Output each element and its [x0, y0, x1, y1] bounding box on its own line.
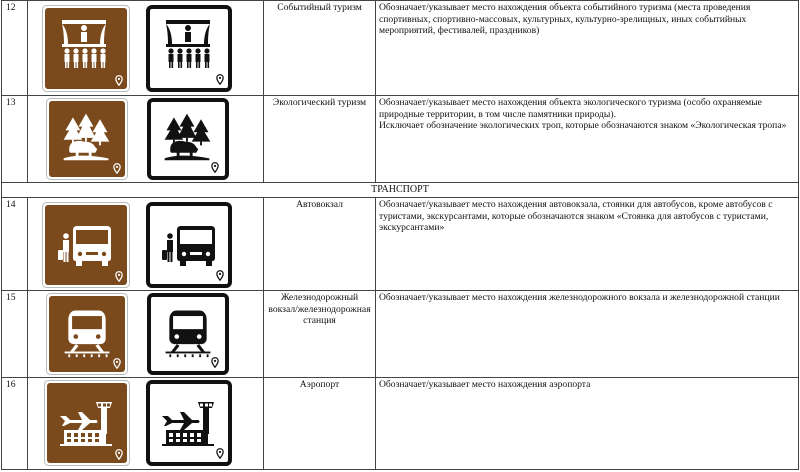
bus-station-brown-sign [42, 202, 130, 288]
sign-images [28, 291, 264, 378]
sign-description: Обозначает/указывает место нахождения железнодорожного вокзала и железнодорожной станции [376, 291, 799, 378]
row-number: 12 [2, 1, 28, 96]
sign-images [28, 378, 264, 470]
sign-name: Автовокзал [264, 198, 376, 291]
sign-images [28, 96, 264, 183]
row-number: 15 [2, 291, 28, 378]
sign-description: Обозначает/указывает место нахождения аэропорта [376, 378, 799, 470]
table-row [2, 198, 799, 291]
sign-images [28, 1, 264, 96]
table-row [2, 1, 799, 96]
airport-black-sign [146, 380, 232, 466]
railway-station-black-sign [147, 293, 229, 375]
table-row [2, 291, 799, 378]
table-row [2, 96, 799, 183]
sign-name: Экологический туризм [264, 96, 376, 183]
sign-description-extra: Исключает обозначение экологических троп, которые обозначаются знаком «Экологическая тропа» [379, 120, 787, 131]
sign-description: Обозначает/указывает место нахождения автовокзала, стоянки для автобусов, кроме автобусов с туристами, экскурсантами, которые обозначаются знаком «Стоянка для автобусов с туристами, экскурсантами» [376, 198, 799, 291]
event-tourism-black-sign [146, 5, 232, 92]
sign-description [376, 96, 799, 183]
eco-tourism-brown-sign [46, 98, 128, 180]
row-number: 13 [2, 96, 28, 183]
railway-station-brown-sign [46, 293, 128, 375]
bus-station-black-sign [146, 202, 232, 288]
sign-description: Обозначает/указывает место нахождения объекта событийного туризма (места проведения спортивных, спортивно-массовых, культурных, культурно-зрелищных, иных событийных мероприятий, фестивалей, праздников) [376, 1, 799, 96]
signs-table [1, 0, 799, 470]
row-number: 16 [2, 378, 28, 470]
sign-name: Железнодорожный вокзал/железнодорожная станция [264, 291, 376, 378]
sign-name: Аэропорт [264, 378, 376, 470]
row-number: 14 [2, 198, 28, 291]
airport-brown-sign [44, 380, 130, 466]
section-header-row [2, 183, 799, 198]
sign-name: Событийный туризм [264, 1, 376, 96]
sign-images [28, 198, 264, 291]
table-row [2, 378, 799, 470]
event-tourism-brown-sign [42, 5, 130, 92]
section-title: ТРАНСПОРТ [2, 183, 799, 198]
eco-tourism-black-sign [147, 98, 229, 180]
sign-description-main: Обозначает/указывает место нахождения объекта экологического туризма (особо охраняемые природные территории, в том числе памятники природы). [379, 97, 762, 120]
